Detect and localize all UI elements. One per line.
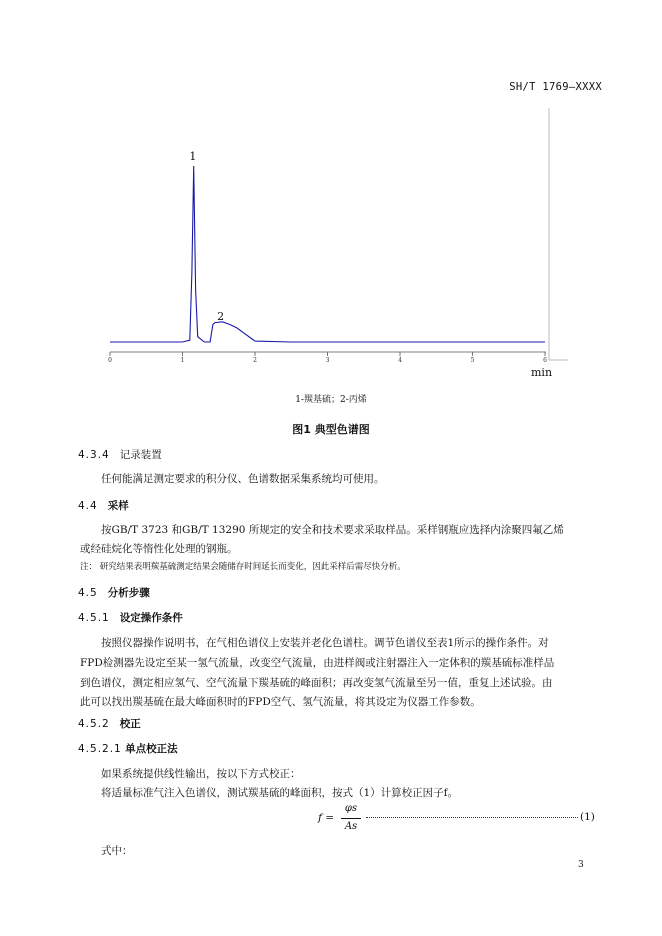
formula-numerator: φs <box>344 803 358 814</box>
section-title: 设定操作条件 <box>119 612 183 624</box>
formula-lhs: f = <box>318 812 335 824</box>
section-number: 4.5 <box>78 587 98 599</box>
formula-1 <box>318 803 598 837</box>
section-title: 分析步骤 <box>107 587 150 599</box>
paragraph-4-5-1-line-2: FPD检测器先设定至某一氢气流量，改变空气流量，由进样阀或注射器注入一定体积的羰基硫标准样品 <box>80 657 555 669</box>
paragraph-4-5-1-line-1: 按照仪器操作说明书，在气相色谱仪上安装并老化色谱柱。调节色谱仪至表1所示的操作条件。对 <box>101 637 549 649</box>
section-title: 校正 <box>119 718 141 730</box>
figure-legend: 1-羰基硫；2-丙烯 <box>295 395 367 405</box>
x-tick-label: 3 <box>325 357 330 364</box>
document-id: SH/T 1769—XXXX <box>509 81 602 93</box>
x-tick-label: 2 <box>253 357 257 364</box>
figure-title: 图1 典型色谱图 <box>292 423 370 436</box>
section-title: 记录装置 <box>119 449 162 461</box>
peak-label-1: 1 <box>189 150 197 163</box>
paragraph-4-4-line-2: 或经硅烷化等惰性化处理的钢瓶。 <box>80 543 238 555</box>
paragraph-4-5-1-line-4: 此可以找出羰基硫在最大峰面积时的FPD空气、氢气流量，将其设定为仪器工作参数。 <box>80 696 481 708</box>
section-number: 4.4 <box>78 500 98 512</box>
fraction-bar <box>341 818 361 819</box>
x-tick-label: 0 <box>108 357 112 364</box>
formula-leader-dots <box>366 817 578 818</box>
section-number: 4.3.4 <box>78 449 110 461</box>
x-tick-label: 6 <box>543 357 547 364</box>
x-tick-label: 4 <box>398 357 402 364</box>
section-title: 采样 <box>107 500 129 512</box>
section-number: 4.5.2 <box>78 718 110 730</box>
formula-denominator: As <box>344 821 358 832</box>
paragraph-4-5-1-line-3: 到色谱仪，测定相应氢气、空气流量下羰基硫的峰面积；再改变氢气流量至另一值，重复上述试验。由 <box>80 677 553 689</box>
where-label: 式中： <box>101 845 133 857</box>
paragraph-4-4-line-1: 按GB/T 3723 和GB/T 13290 所规定的安全和技术要求采取样品。采样钢瓶应选择内涂聚四氟乙烯 <box>101 524 564 536</box>
paragraph-4-3-4: 任何能满足测定要求的积分仪、色谱数据采集系统均可使用。 <box>101 473 385 485</box>
paragraph-4-5-2-1-line-2: 将适量标准气注入色谱仪，测试羰基硫的峰面积，按式（1）计算校正因子f。 <box>101 787 459 799</box>
section-title: 单点校正法 <box>125 743 178 755</box>
formula-number: (1) <box>580 811 595 823</box>
peak-label-2: 2 <box>217 310 225 323</box>
note: 注： 研究结果表明羰基硫测定结果会随储存时间延长而变化，因此采样后需尽快分析。 <box>80 562 406 572</box>
section-number: 4.5.2.1 <box>78 743 122 755</box>
heading-4-5 <box>78 585 150 600</box>
paragraph-4-5-2-1-line-1: 如果系统提供线性输出，按以下方式校正： <box>101 768 301 780</box>
chromatogram-chart <box>0 0 662 390</box>
heading-4-4 <box>78 498 129 513</box>
heading-4-3-4 <box>78 447 162 462</box>
page-number: 3 <box>578 860 584 870</box>
section-number: 4.5.1 <box>78 612 110 624</box>
x-unit-label: min <box>531 366 553 379</box>
heading-4-5-2-1 <box>78 741 178 756</box>
heading-4-5-1 <box>78 610 183 625</box>
heading-4-5-2 <box>78 716 141 731</box>
x-tick-label: 5 <box>470 357 475 364</box>
chromatogram-trace <box>110 166 545 342</box>
x-tick-label: 1 <box>180 357 185 364</box>
